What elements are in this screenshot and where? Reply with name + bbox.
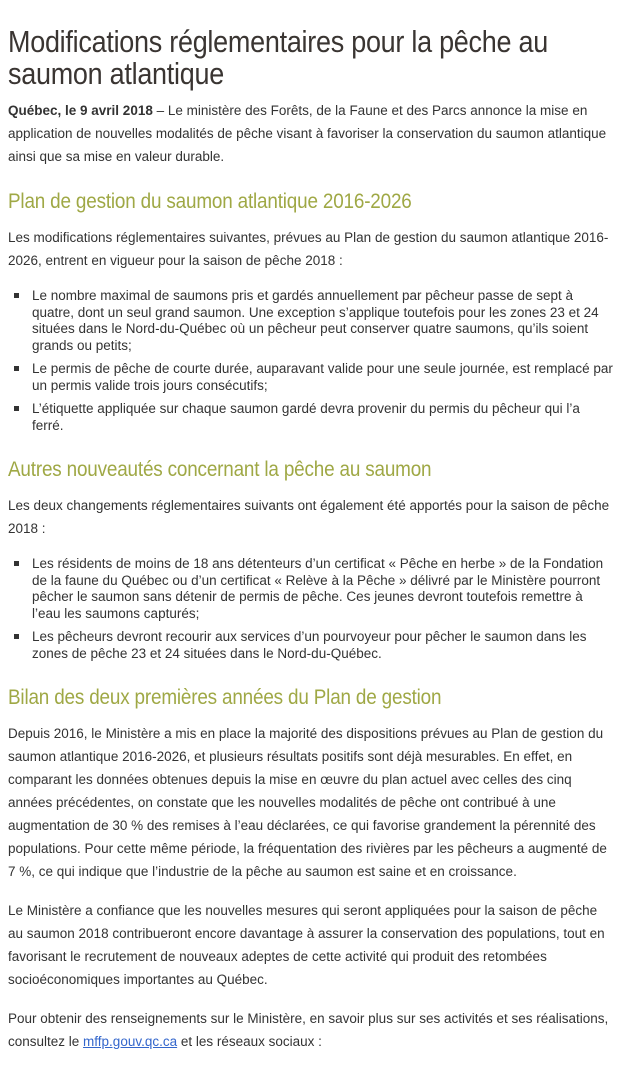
list-item: Les pêcheurs devront recourir aux services d’un pourvoyeur pour pêcher le saumon dans les zones de pêche 23 et 24 situées dans le Nord-du-Québec. <box>8 629 615 662</box>
section1-bullet-list <box>8 288 615 434</box>
intro-text: – Le ministère des Forêts, de la Faune et des Parcs annonce la mise en application de nouvelles modalités de pêche visant à favoriser la conservation du saumon atlantique ainsi que sa mise en valeur durable. <box>8 103 607 164</box>
page-title-line2: saumon atlantique <box>8 56 224 91</box>
page-title <box>8 26 615 90</box>
intro-paragraph <box>8 99 615 168</box>
list-item: Le nombre maximal de saumons pris et gardés annuellement par pêcheur passe de sept à quatre, dont un seul grand saumon. Une exception s’applique toutefois pour les zones 23 et 24 situées dans le Nord-du-Québec où un pêcheur peut conserver quatre saumons, qu’ils soient grands ou petits; <box>8 288 615 354</box>
section3-paragraph-2: Le Ministère a confiance que les nouvelles mesures qui seront appliquées pour la saison de pêche au saumon 2018 contribueront encore davantage à assurer la conservation des populations, tout en favorisant le recrutement de nouveaux adeptes de cette activité qui produit des retombées socioéconomiques importantes au Québec. <box>8 903 605 987</box>
page-title-line1: Modifications réglementaires pour la pêche au <box>8 24 548 59</box>
section-heading-plan-de-gestion: Plan de gestion du saumon atlantique 2016-2026 <box>8 190 412 213</box>
list-item: L’étiquette appliquée sur chaque saumon gardé devra provenir du permis du pêcheur qui l’a ferré. <box>8 401 615 434</box>
closing-paragraph <box>8 1007 615 1053</box>
list-item: Le permis de pêche de courte durée, auparavant valide pour une seule journée, est remplacé par un permis valide trois jours consécutifs; <box>8 361 615 394</box>
dateline: Québec, le 9 avril 2018 <box>8 103 153 118</box>
section1-paragraph: Les modifications réglementaires suivantes, prévues au Plan de gestion du saumon atlantique 2016-2026, entrent en vigueur pour la saison de pêche 2018 : <box>8 230 609 268</box>
section2-paragraph: Les deux changements réglementaires suivants ont également été apportés pour la saison de pêche 2018 : <box>8 498 610 536</box>
mffp-website-link[interactable]: mffp.gouv.qc.ca <box>83 1034 178 1049</box>
section-heading-autres-nouveautes: Autres nouveautés concernant la pêche au saumon <box>8 458 432 481</box>
closing-text-after-link: et les réseaux sociaux : <box>177 1034 322 1049</box>
closing-text-before-link: Pour obtenir des renseignements sur le Ministère, en savoir plus sur ses activités et ses réalisations, consultez le <box>8 1011 609 1049</box>
section3-paragraph-1: Depuis 2016, le Ministère a mis en place la majorité des dispositions prévues au Plan de gestion du saumon atlantique 2016-2026, et plusieurs résultats positifs sont déjà mesurables. En effet, en comparant les données obtenues depuis la mise en œuvre du plan actuel avec celles des cinq années précédentes, on constate que les nouvelles modalités de pêche ont contribué à une augmentation de 30 % des remises à l’eau déclarées, ce qui favorise grandement la pérennité des populations. Pour cette même période, la fréquentation des rivières par les pêcheurs a augmenté de 7 %, ce qui indique que l’industrie de la pêche au saumon est saine et en croissance. <box>8 726 607 879</box>
section2-bullet-list <box>8 556 615 662</box>
list-item: Les résidents de moins de 18 ans détenteurs d’un certificat « Pêche en herbe » de la Fondation de la faune du Québec ou d’un certificat « Relève à la Pêche » délivré par le Ministère pourront pêcher le saumon sans détenir de permis de pêche. Ces jeunes devront toutefois remettre à l’eau les saumons capturés; <box>8 556 615 622</box>
section-heading-bilan: Bilan des deux premières années du Plan de gestion <box>8 686 442 709</box>
